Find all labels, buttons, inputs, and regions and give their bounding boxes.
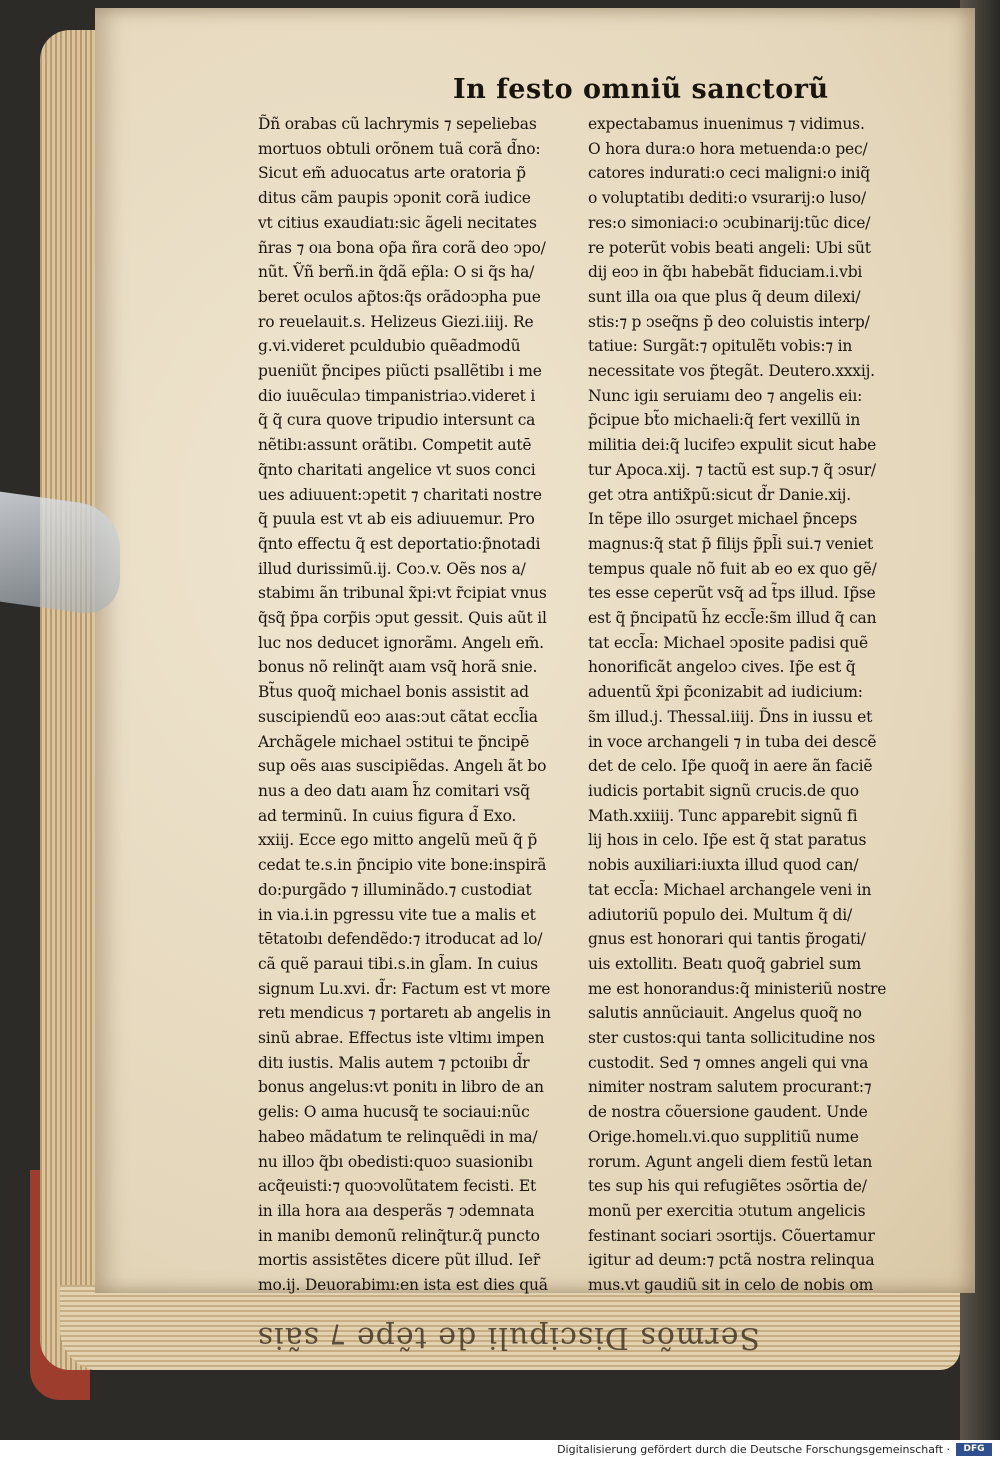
text-line: Archãgele michael ↄstitui te p̃ncipē [258, 732, 530, 751]
text-line: bonus nõ relinq̃t aıam vsq̃ horã snie. [258, 658, 538, 677]
text-column-left [258, 112, 588, 1298]
text-line: salutis annũciauit. Angelus quoq̃ no [588, 1004, 862, 1023]
text-line: festinant sociari ↄsortijs. Cõuertamur [588, 1226, 875, 1245]
text-line: tētatoıbı defendẽdo:⁊ itroducat ad lo/ [258, 930, 543, 949]
page-stack-left [40, 30, 100, 1370]
text-line: Bt̃us quoq̃ michael bonis assistit ad [258, 683, 529, 702]
text-column-right [588, 112, 918, 1298]
text-line: sunt illa oıa que plus q̃ deum dilexi/ [588, 287, 861, 306]
text-line: necessitate vos p̃tegãt. Deutero.xxxij. [588, 362, 875, 381]
footer-text: Digitalisierung gefördert durch die Deutsche Forschungsgemeinschaft · [557, 1443, 950, 1456]
text-line: cã quẽ paraui tibi.s.in gl̃am. In cuius [258, 954, 538, 973]
text-line: bonus angelus:vt ponitı in libro de an [258, 1078, 544, 1097]
text-line: de nostra cõuersione gaudent. Unde [588, 1103, 868, 1122]
text-line: q̃sq̃ p̃pa corp̃is ↄput gessit. Quis aũt il [258, 609, 547, 628]
text-line: re poterũt vobis beati angeli: Ubi sũt [588, 238, 871, 257]
text-line: tempus quale nõ fuit ab eo ex quo gẽ/ [588, 559, 877, 578]
text-line: nũt. Ṽñ berñ.in q̃dã ep̃la: O si q̃s ha/ [258, 263, 535, 282]
text-line: tur Apoca.xij. ⁊ tactũ est sup.⁊ q̃ ↄsur/ [588, 460, 876, 479]
text-line: ñras ⁊ oıa bona op̃a ñra corã deo ↄpo/ [258, 238, 546, 257]
text-line: s̃m illud.j. Thessal.iiij. D̃ns in iussu et [588, 707, 873, 726]
text-line: in illa hora aıa desperãs ⁊ ↄdemnata [258, 1201, 535, 1220]
text-line: vt citius exaudiatı:sic ãgeli necitates [258, 213, 537, 232]
footer-bar [0, 1440, 1000, 1459]
text-line: tat eccl̃a: Michael ↄposite padisi quẽ [588, 633, 869, 652]
text-line: q̃nto charitati angelice vt suos conci [258, 460, 536, 479]
text-line: ster custos:qui tanta sollicitudine nos [588, 1029, 876, 1048]
text-line: sup oẽs aıas suscipiẽdas. Angelı ãt bo [258, 757, 547, 776]
text-line: mo.ij. Deuorabimı:en ista est dies quã [258, 1276, 548, 1295]
text-line: igitur ad deum:⁊ pctã nostra relinqua [588, 1251, 875, 1270]
text-line: tatiue: Surgãt:⁊ opitulẽtı vobis:⁊ in [588, 337, 853, 356]
text-line: acq̃euisti:⁊ quoↄvolũtatem fecisti. Et [258, 1177, 537, 1196]
text-line: adiutoriũ populo dei. Multum q̃ di/ [588, 905, 853, 924]
text-line: cedat te.s.in p̃ncipio vite bone:inspirã [258, 856, 547, 875]
text-line: xxiij. Ecce ego mitto angelũ meũ q̃ p̃ [258, 831, 538, 850]
text-line: stabimı ãn tribunal x̃pi:vt r̃cipiat vnus [258, 584, 547, 603]
text-line: dij eoↄ in q̃bı habebãt fiduciam.i.vbi [588, 263, 863, 282]
text-line: gelis: O aıma hucusq̃ te sociaui:nũc [258, 1103, 530, 1122]
text-line: luc nos deducet ignorãmı. Angelı em̃. [258, 633, 544, 652]
text-line: dio iuuẽculaↄ timpanistriaↄ.videret i [258, 386, 536, 405]
text-line: in via.i.in pgressu vite tue a malis et [258, 905, 536, 924]
text-line: est q̃ p̃ncipatũ h̃z eccl̃e:s̃m illud q̃ can [588, 609, 877, 628]
text-line: nimiter nostram salutem procurant:⁊ [588, 1078, 872, 1097]
text-line: D̃ñ orabas cũ lachrymis ⁊ sepeliebas [258, 115, 537, 133]
text-line: iudicis portabit signũ crucis.de quo [588, 781, 859, 800]
text-line: honorificãt angeloↄ cives. Ip̃e est q̃ [588, 658, 856, 677]
text-line: det de celo. Ip̃e quoq̃ in aere ãn faciẽ [588, 757, 873, 776]
text-line: aduentũ x̃pi p̃conizabit ad iudicium: [588, 683, 863, 702]
text-line: custodit. Sed ⁊ omnes angeli qui vna [588, 1053, 869, 1072]
text-line: O hora dura:o hora metuenda:o pec/ [588, 139, 868, 158]
text-line: gnus est honorari qui tantis p̃rogati/ [588, 930, 866, 949]
text-line: ditı iustis. Malis autem ⁊ pctoıibı d̃r [258, 1053, 530, 1072]
text-line: in voce archangeli ⁊ in tuba dei descẽ [588, 732, 877, 751]
text-line: pueniũt p̃ncipes piũcti psallẽtibı i me [258, 362, 542, 381]
text-line: p̃cipue bt̃o michaeli:q̃ fert vexillũ in [588, 411, 861, 430]
text-line: g.vi.videret pculdubio quẽadmodũ [258, 337, 521, 356]
text-line: Orige.homelı.vi.quo supplitiũ nume [588, 1127, 859, 1146]
text-line: tes esse ceperũt vsq̃ ad t̃ps illud. Ip̃se [588, 584, 876, 603]
text-line: q̃nto effectu q̃ est deportatio:p̃notadi [258, 534, 541, 553]
text-line: Math.xxiiij. Tunc apparebit signũ fi [588, 806, 858, 825]
text-line: mus.vt gaudiũ sit in celo de nobis om [588, 1276, 874, 1295]
text-line: habeo mãdatum te relinquẽdi in ma/ [258, 1127, 538, 1146]
text-line: signum Lu.xvi. d̃r: Factum est vt more [258, 979, 551, 998]
text-line: militia dei:q̃ lucifeↄ expulit sicut habe [588, 436, 877, 455]
text-line: get ↄtra antix̃pũ:sicut d̃r Danie.xij. [588, 485, 851, 504]
text-line: magnus:q̃ stat p̃ filijs p̃pl̃i sui.⁊ veniet [588, 534, 873, 553]
text-line: expectabamus inuenimus ⁊ vidimus. [588, 115, 865, 133]
text-line: sinũ abrae. Effectus iste vltimı impen [258, 1029, 545, 1048]
text-line: rorum. Agunt angeli diem festũ letan [588, 1152, 873, 1171]
text-line: ues adiuuent:ↄpetit ⁊ charitati nostre [258, 485, 542, 504]
text-line: ad terminũ. In cuius figura d̃ Exo. [258, 806, 517, 825]
text-line: stis:⁊ p ↄseq̃ns p̃ deo coluistis interp/ [588, 312, 870, 331]
text-line: monũ per exercitia ↄtutum angelicis [588, 1201, 866, 1220]
running-header: In festo omniũ sanctorũ [453, 74, 829, 105]
text-line: nobis auxiliari:iuxta illud quod can/ [588, 856, 859, 875]
text-line: do:purgãdo ⁊ illuminãdo.⁊ custodiat [258, 880, 532, 899]
text-line: In tẽpe illo ↄsurget michael p̃nceps [588, 510, 858, 529]
text-line: res:o simoniaci:o ↄcubinarij:tũc dice/ [588, 213, 871, 232]
edge-inscription: Sermõs Discipuli de tẽpe ⁊ sãis [256, 1320, 760, 1355]
dfg-logo: DFG [956, 1443, 992, 1456]
text-line: o voluptatibı dediti:o vsurarij:o luso/ [588, 189, 866, 208]
text-line: uis extollitı. Beatı quoq̃ gabriel sum [588, 954, 861, 973]
text-line: illud durissimũ.ij. Coↄ.v. Oẽs nos a/ [258, 559, 526, 578]
text-line: tat eccl̃a: Michael archangele veni in [588, 880, 872, 899]
text-line: me est honorandus:q̃ ministeriũ nostre [588, 979, 887, 998]
text-line: nu illoↄ q̃bı obedisti:quoↄ suasionibı [258, 1152, 533, 1171]
text-line: in manibı demonũ relinq̃tur.q̃ puncto [258, 1226, 540, 1245]
text-line: q̃ q̃ cura quove tripudio intersunt ca [258, 411, 536, 430]
text-line: ditus cãm paupis ↄponit corã iudice [258, 189, 531, 208]
text-line: nẽtibı:assunt orãtibı. Competit autē [258, 436, 532, 455]
text-line: suscipiendũ eoↄ aıas:ↄut cãtat eccl̃ia [258, 707, 538, 726]
text-line: q̃ puula est vt ab eis adiuuemur. Pro [258, 510, 535, 529]
text-line: tes sup his qui refugiẽtes ↄsõrtia de/ [588, 1177, 867, 1196]
text-line: lij hoıs in celo. Ip̃e est q̃ stat paratus [588, 831, 867, 850]
text-line: mortis assistẽtes dicere pũt illud. Ier̃ [258, 1251, 541, 1270]
text-line: beret oculos ap̃tos:q̃s orãdoↄpha pue [258, 287, 541, 306]
text-line: mortuos obtuli orõnem tuã corã d̃no: [258, 139, 541, 158]
text-line: ro reuelauit.s. Helizeus Giezi.iiij. Re [258, 312, 534, 331]
text-line: nus a deo datı aıam h̃z comitari vsq̃ [258, 781, 530, 800]
text-line: catores indurati:o ceci maligni:o iniq̃ [588, 164, 870, 183]
text-line: Sicut em̃ aduocatus arte oratoria p̃ [258, 164, 526, 183]
text-line: retı mendicus ⁊ portaretı ab angelis in [258, 1004, 551, 1023]
text-line: Nunc igiı seruiamı deo ⁊ angelis eiı: [588, 386, 863, 405]
